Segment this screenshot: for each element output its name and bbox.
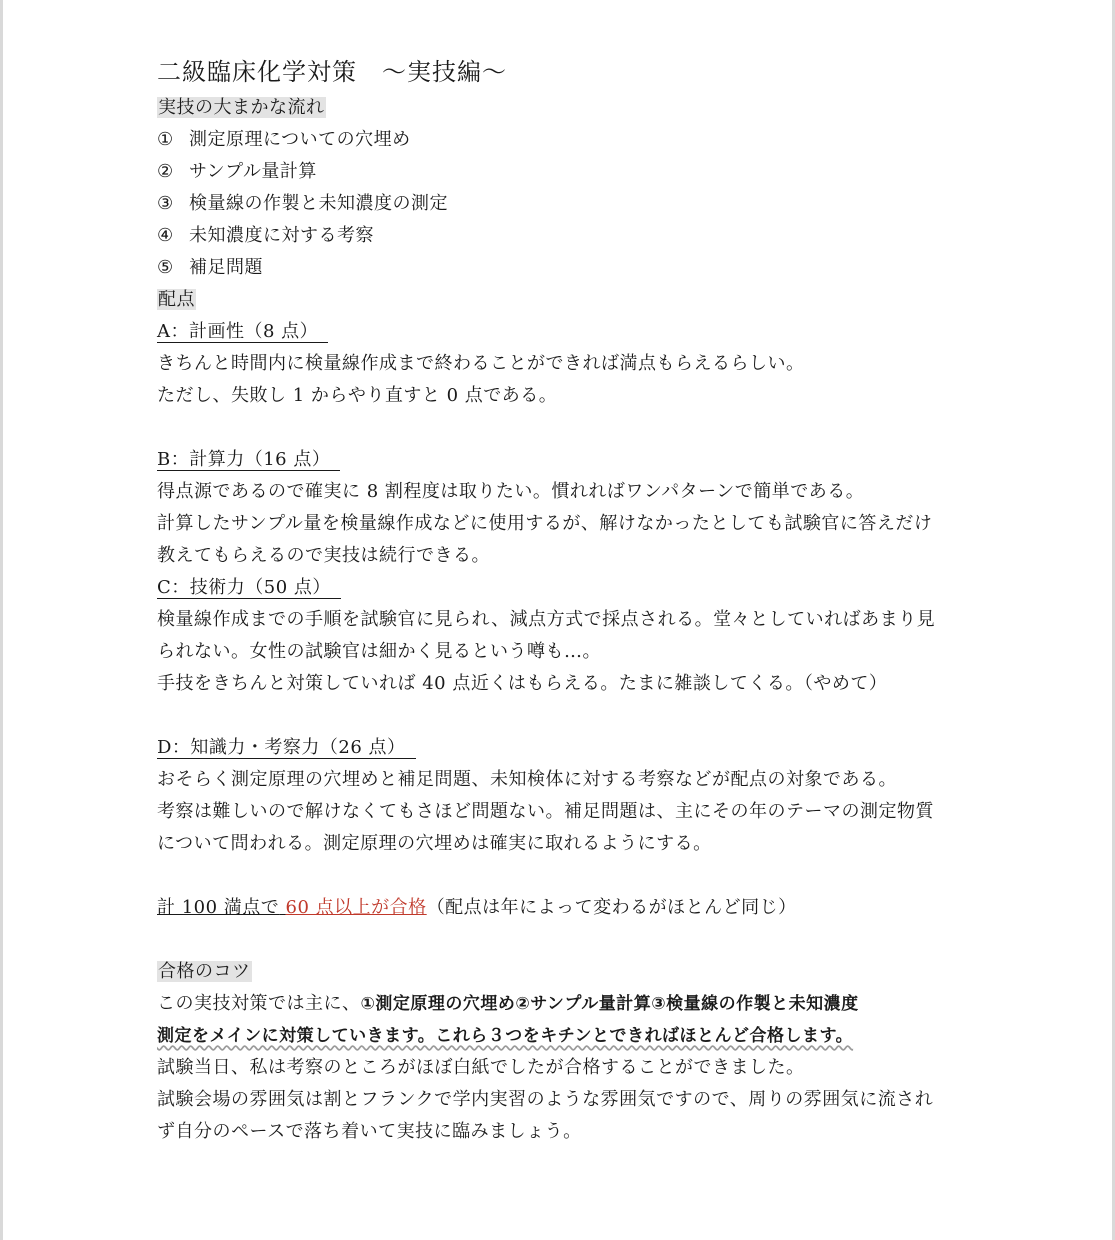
page-title: 二級臨床化学対策 ～実技編～	[157, 58, 507, 86]
flow-heading: 実技の大まかな流れ	[158, 97, 325, 118]
list-item	[157, 220, 967, 252]
score-label-d-text: D：知識力・考察力（26 点）	[157, 737, 416, 759]
list-text: 未知濃度に対する考察	[189, 225, 374, 246]
paragraph-line: 考察は難しいので解けなくてもさほど問題ない。補足問題は、主にその年のテーマの測定物質	[157, 801, 934, 822]
score-label-a-text: A：計画性（8 点）	[157, 321, 328, 343]
score-label-b-text: B：計算力（16 点）	[157, 449, 340, 471]
paragraph-line: られない。女性の試験官は細かく見るという噂も…。	[157, 641, 601, 662]
list-text: 測定原理についての穴埋め	[189, 129, 411, 150]
paragraph-line: ただし、失敗し 1 からやり直すと 0 点である。	[157, 385, 558, 406]
paragraph-line: おそらく測定原理の穴埋めと補足問題、未知検体に対する考察などが配点の対象である。	[157, 769, 897, 790]
document-body	[157, 52, 967, 1148]
paragraph-line: きちんと時間内に検量線作成まで終わることができれば満点もらえるらしい。	[157, 353, 805, 374]
spacer	[157, 412, 967, 444]
spacer	[157, 700, 967, 732]
paragraph-line: について問われる。測定原理の穴埋めは確実に取れるようにする。	[157, 833, 712, 854]
paragraph-line: 得点源であるので確実に 8 割程度は取りたい。慣れればワンパターンで簡単である。	[157, 481, 865, 502]
section-heading-tips	[157, 956, 967, 988]
spacer	[157, 924, 967, 956]
scoring-heading: 配点	[158, 289, 195, 310]
list-number: ③	[157, 193, 174, 214]
page-edge-left	[0, 0, 3, 1240]
section-heading-scoring	[157, 284, 967, 316]
list-text: 検量線の作製と未知濃度の測定	[189, 193, 448, 214]
list-item	[157, 188, 967, 220]
paragraph-line: 検量線作成までの手順を試験官に見られ、減点方式で採点される。堂々としていればあまり見	[157, 609, 936, 630]
section-heading-flow	[157, 92, 967, 124]
list-text: サンプル量計算	[189, 161, 317, 182]
total-suffix: （配点は年によって変わるがほとんど同じ）	[426, 897, 797, 918]
list-item	[157, 156, 967, 188]
paragraph-line: 計算したサンプル量を検量線作成などに使用するが、解けなかったとしても試験官に答えだけ	[157, 513, 933, 534]
total-prefix: 計 100 満点で	[157, 897, 280, 918]
list-number: ①	[157, 129, 174, 150]
score-label-c	[157, 572, 967, 604]
spacer	[157, 860, 967, 892]
paragraph-line: ず自分のペースで落ち着いて実技に臨みましょう。	[157, 1121, 582, 1142]
list-item	[157, 252, 967, 284]
score-label-c-text: C：技術力（50 点）	[157, 577, 341, 599]
paragraph-line: 教えてもらえるので実技は続行できる。	[157, 545, 490, 566]
list-number: ④	[157, 225, 174, 246]
tips-heading: 合格のコツ	[158, 961, 251, 982]
paragraph-line: 試験当日、私は考察のところがほぼ白紙でしたが合格することができました。	[157, 1057, 805, 1078]
total-score-line	[157, 892, 967, 924]
tips-line-1	[157, 988, 967, 1020]
tips-bold-1: ①測定原理の穴埋め②サンプル量計算③検量線の作製と未知濃度	[360, 994, 859, 1014]
list-item	[157, 124, 967, 156]
list-number: ②	[157, 161, 174, 182]
score-label-b	[157, 444, 967, 476]
score-label-a	[157, 316, 967, 348]
score-label-d	[157, 732, 967, 764]
pass-threshold: 60 点以上が合格	[285, 897, 427, 918]
paragraph-line: 手技をきちんと対策していれば 40 点近くはもらえる。たまに雑談してくる。（やめて）	[157, 673, 888, 694]
list-text: 補足問題	[189, 257, 263, 278]
tips-line-2	[157, 1020, 967, 1052]
paragraph-line: 試験会場の雰囲気は割とフランクで学内実習のような雰囲気ですので、周りの雰囲気に流され	[157, 1089, 934, 1110]
tips-plain: この実技対策では主に、	[157, 993, 361, 1014]
list-number: ⑤	[157, 257, 174, 278]
tips-bold-2: 測定をメインに対策していきます。これら３つをキチンとできればほとんど合格します。	[157, 1026, 854, 1046]
